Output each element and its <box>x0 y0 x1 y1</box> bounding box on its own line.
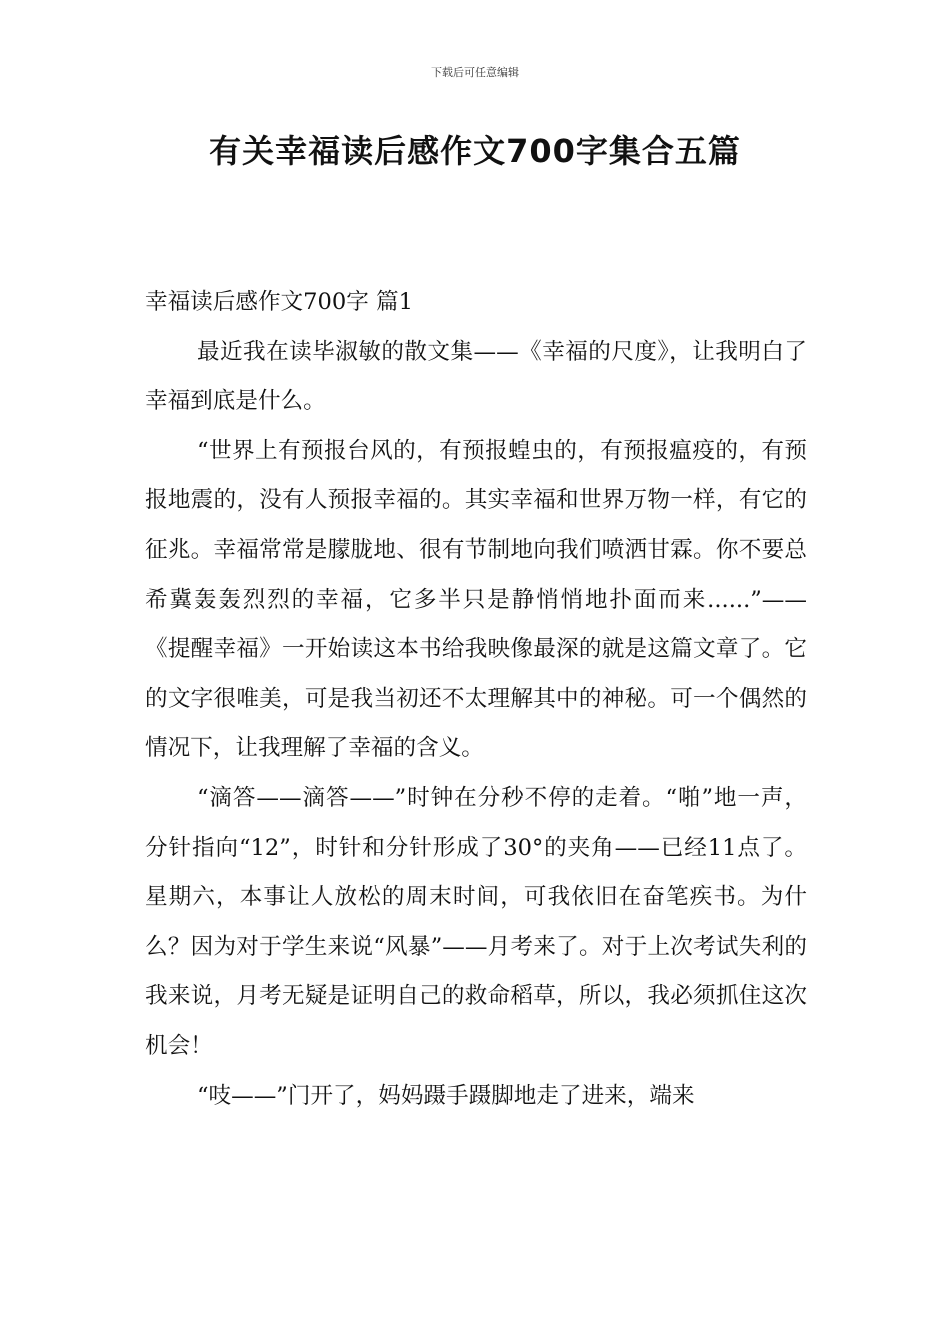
paragraph-4: “吱——”门开了，妈妈蹑手蹑脚地走了进来，端来 <box>196 1082 695 1109</box>
document-title: 有关幸福读后感作文700字集合五篇 <box>209 132 741 170</box>
paragraph-3: “滴答——滴答——”时钟在分秒不停的走着。“啪”地一声，分针指向“12”，时针和分针形成了30°的夹角——已经11点了。星期六，本事让人放松的周末时间，可我依旧在奋笔疾书。为什么？因为对于学生来说“风暴”——月考来了。对于上次考试失利的我来说，月考无疑是证明自己的救命稻草，所以，我必须抓住这次机会！ <box>145 784 807 1059</box>
paragraph-1: 最近我在读毕淑敏的散文集——《幸福的尺度》，让我明白了幸福到底是什么。 <box>145 338 807 415</box>
paragraph-2: “世界上有预报台风的，有预报蝗虫的，有预报瘟疫的，有预报地震的，没有人预报幸福的。其实幸福和世界万物一样，有它的征兆。幸福常常是朦胧地、很有节制地向我们喷洒甘霖。你不要总希冀轰轰烈烈的幸福，它多半只是静悄悄地扑面而来......”——《提醒幸福》一开始读这本书给我映像最深的就是这篇文章了。它的文字很唯美，可是我当初还不太理解其中的神秘。可一个偶然的情况下，让我理解了幸福的含义。 <box>145 437 807 762</box>
section-heading: 幸福读后感作文700字 篇1 <box>145 289 414 315</box>
document-body <box>145 278 807 1121</box>
header-note: 下载后可任意编辑 <box>431 66 519 79</box>
